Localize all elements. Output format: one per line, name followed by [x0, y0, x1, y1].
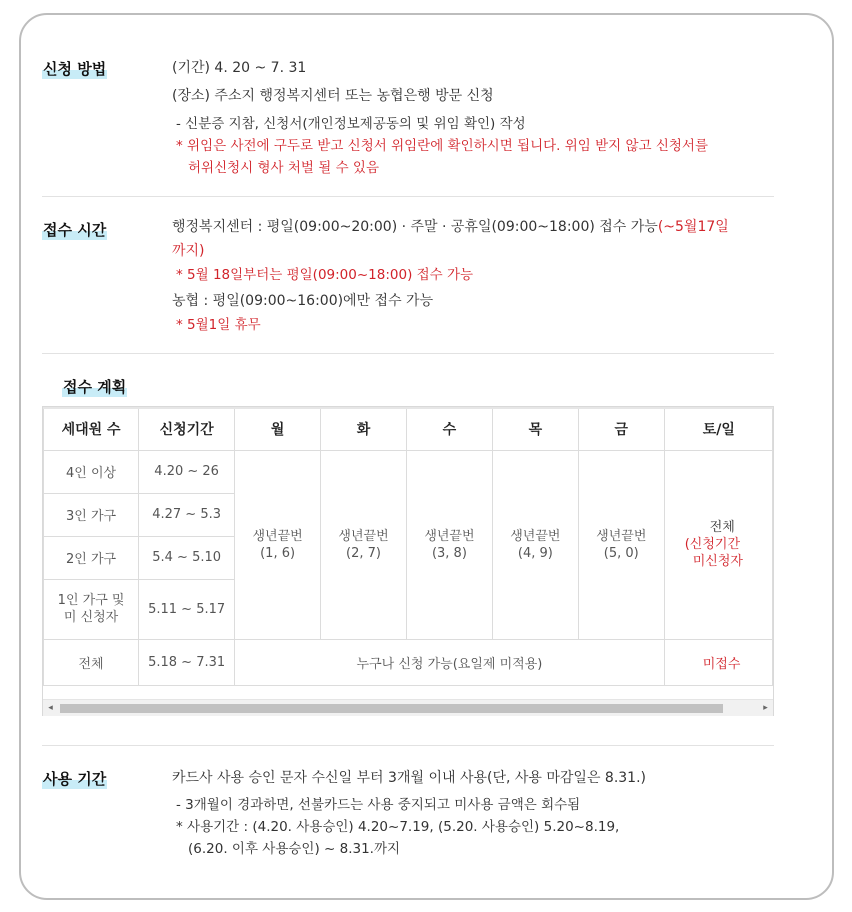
tue-label: 생년끝번: [338, 528, 389, 544]
row-group: [44, 579, 139, 639]
weekend-cell: [664, 450, 772, 639]
center-hours-note: * 5월 18일부터는 평일(09:00~18:00) 접수 가능: [176, 267, 474, 283]
bank-hours: 농협 : 평일(09:00~16:00)에만 접수 가능: [172, 293, 434, 309]
wed-label: 생년끝번: [424, 528, 475, 544]
header-wed: 수: [406, 408, 492, 450]
scroll-right-icon[interactable]: ▸: [763, 703, 768, 713]
reception-plan-title: 접수 계획: [63, 378, 127, 396]
scroll-left-icon[interactable]: ◂: [48, 703, 53, 713]
total-weekend: 미접수: [664, 639, 772, 685]
row-period: 5.11 ~ 5.17: [139, 579, 235, 639]
usage-period-section: [42, 767, 774, 867]
row-period: 4.27 ~ 5.3: [139, 493, 235, 536]
plan-table: [43, 407, 773, 686]
thu-nums: (4, 9): [517, 545, 553, 561]
weekend-note-b: 미신청자: [692, 554, 743, 569]
total-days: 누구나 신청 가능(요일제 미적용): [235, 639, 665, 685]
fri-cell: [578, 450, 664, 639]
divider: [42, 745, 774, 746]
row-group: 2인 가구: [44, 536, 139, 579]
header-household: 세대원 수: [44, 408, 139, 450]
wed-nums: (3, 8): [431, 545, 467, 561]
header-thu: 목: [492, 408, 578, 450]
apply-note-penalty: 허위신청시 형사 처벌 될 수 있음: [188, 160, 379, 176]
usage-expire: - 3개월이 경과하면, 선불카드는 사용 중지되고 미사용 금액은 회수됨: [176, 797, 581, 813]
apply-period: (기간) 4. 20 ~ 7. 31: [172, 60, 307, 76]
bank-hours-note: * 5월1일 휴무: [176, 317, 261, 333]
header-mon: 월: [235, 408, 321, 450]
usage-period-2: (6.20. 이후 사용승인) ~ 8.31.까지: [188, 841, 401, 857]
center-hours: 행정복지센터 : 평일(09:00~20:00) · 주말 · 공휴일(09:00~18:00) 접수 가능: [172, 219, 658, 235]
thu-label: 생년끝번: [510, 528, 561, 544]
scroll-thumb[interactable]: [60, 704, 723, 713]
header-fri: 금: [578, 408, 664, 450]
apply-note-delegation: * 위임은 사전에 구두로 받고 신청서 위임란에 확인하시면 됩니다. 위임 받지 않고 신청서를: [176, 138, 709, 154]
usage-period-1: * 사용기간 : (4.20. 사용승인) 4.20~7.19, (5.20. 사용승인) 5.20~8.19,: [176, 819, 620, 835]
tue-nums: (2, 7): [346, 545, 381, 561]
usage-main: 카드사 사용 승인 문자 수신일 부터 3개월 이내 사용(단, 사용 마감일은 8.31.): [172, 770, 647, 786]
apply-method-title: 신청 방법: [43, 60, 107, 78]
total-group: 전체: [44, 639, 139, 685]
table-row-total: [44, 639, 773, 685]
fri-nums: (5, 0): [603, 545, 639, 561]
usage-period-title: 사용 기간: [43, 770, 107, 788]
table-header-row: [44, 408, 773, 450]
fri-label: 생년끝번: [596, 528, 647, 544]
row-group-line: 1인 가구 및: [57, 593, 125, 608]
header-weekend: 토/일: [664, 408, 772, 450]
row-period: 5.4 ~ 5.10: [139, 536, 235, 579]
tue-cell: [321, 450, 407, 639]
thu-cell: [492, 450, 578, 639]
weekend-all: 전체: [709, 520, 735, 535]
row-group: 3인 가구: [44, 493, 139, 536]
reception-hours-section: [42, 216, 774, 336]
divider: [42, 353, 774, 354]
divider: [42, 196, 774, 197]
center-hours-deadline-cont: 까지): [172, 243, 205, 259]
reception-plan-table[interactable]: [42, 406, 774, 716]
apply-method-section: [42, 57, 774, 182]
table-row: [44, 450, 773, 493]
row-period: 4.20 ~ 26: [139, 450, 235, 493]
apply-docs: - 신분증 지참, 신청서(개인정보제공동의 및 위임 확인) 작성: [176, 116, 526, 132]
header-tue: 화: [321, 408, 407, 450]
total-period: 5.18 ~ 7.31: [139, 639, 235, 685]
mon-nums: (1, 6): [260, 545, 296, 561]
apply-place: (장소) 주소지 행정복지센터 또는 농협은행 방문 신청: [172, 88, 494, 104]
row-group: 4인 이상: [44, 450, 139, 493]
wed-cell: [406, 450, 492, 639]
mon-label: 생년끝번: [252, 528, 303, 544]
mon-cell: [235, 450, 321, 639]
row-group-line: 미 신청자: [63, 610, 119, 625]
center-hours-deadline: (~5월17일: [657, 219, 729, 235]
reception-hours-title: 접수 시간: [43, 221, 107, 239]
header-period: 신청기간: [139, 408, 235, 450]
weekend-note-a: (신청기간: [684, 537, 741, 552]
horizontal-scrollbar[interactable]: [43, 699, 773, 716]
